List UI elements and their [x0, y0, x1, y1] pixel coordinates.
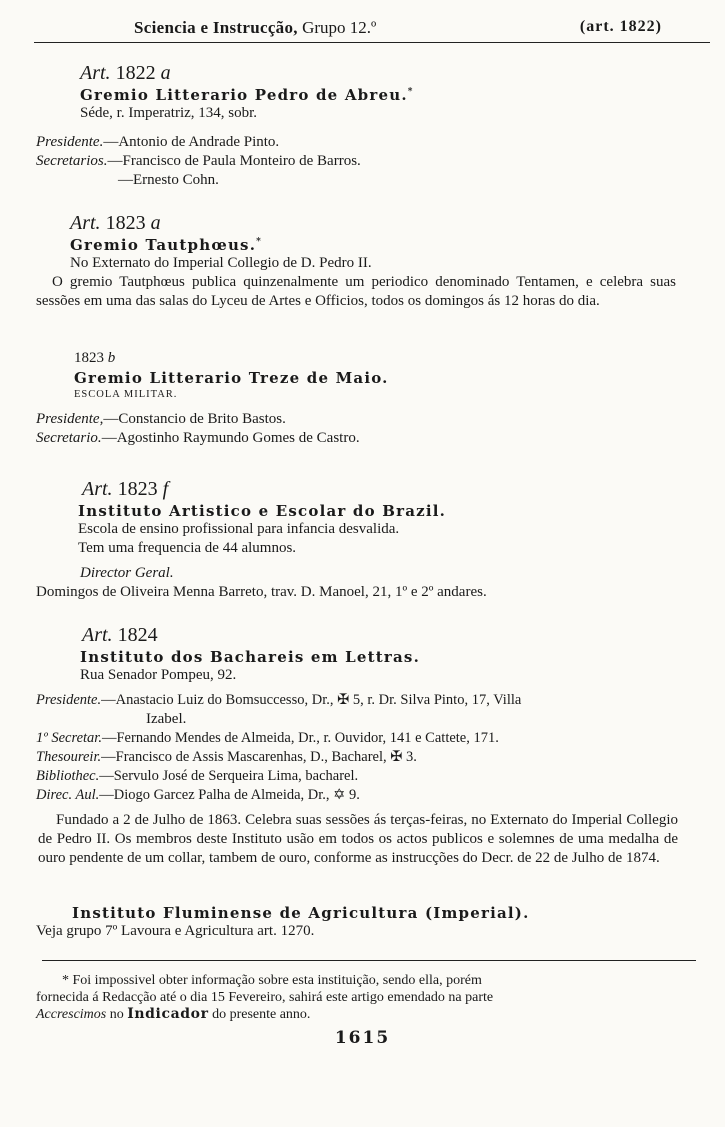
footnote-line: * Foi impossivel obter informação sobre esta instituição, sendo ella, porém [62, 973, 482, 988]
entry-paragraph: O gremio Tautphœus publica quinzenalmente um periodico denominado Tentamen, e celebra suas sessões em uma das salas do Lyceu de Artes e Officios, todos os domingos ás 12 horas do dia. [36, 274, 676, 309]
art-label: Art. [82, 624, 113, 646]
officer-row: Presidente.—Antonio de Andrade Pinto. [36, 134, 280, 150]
art-suffix: a [150, 212, 161, 234]
art-suffix: a [160, 62, 171, 84]
entry-address: Séde, r. Imperatriz, 134, sobr. [80, 105, 258, 121]
director-name: Domingos de Oliveira Menna Barreto, trav. D. Manoel, 21, 1º e 2º andares. [36, 584, 487, 600]
header-article: (art. 1822) [579, 18, 662, 35]
entry-line: Escola de ensino profissional para infancia desvalida. [78, 521, 400, 537]
entry-name: Gremio Litterario Treze de Maio. [74, 369, 389, 387]
officer-row: —Ernesto Cohn. [118, 172, 219, 188]
officer-row: 1º Secretar.—Fernando Mendes de Almeida, Dr., r. Ouvidor, 141 e Cattete, 171. [36, 730, 499, 746]
asterisk-mark: * [256, 237, 263, 247]
entry-name: Gremio Tautphœus. [70, 236, 257, 254]
art-label: Art. [80, 62, 111, 84]
entry-subtitle: ESCOLA MILITAR. [74, 389, 178, 400]
header-group: Grupo 12.º [302, 18, 377, 37]
footnote-line: fornecida á Redacção até o dia 15 Fevereiro, sahirá este artigo emendado na parte [36, 990, 494, 1005]
entry-1824 [0, 624, 725, 868]
entry-line: Tem uma frequencia de 44 alumnos. [78, 540, 297, 556]
entry-address: No Externato do Imperial Collegio de D. Pedro II. [70, 255, 372, 271]
entry-1823a [0, 212, 725, 311]
art-suffix: f [162, 478, 169, 500]
art-number: 1823 [105, 212, 146, 234]
officer-row: Direc. Aul.—Diogo Garcez Palha de Almeida, Dr., ✡ 9. [36, 787, 360, 803]
entry-name: Instituto Fluminense de Agricultura (Imperial). [72, 904, 530, 922]
entry-1823b [0, 350, 725, 448]
officer-row: Bibliothec.—Servulo José de Serqueira Lima, bacharel. [36, 768, 359, 784]
officer-row: Izabel. [146, 711, 187, 727]
art-number: 1823 [74, 350, 104, 366]
art-number: 1822 [115, 62, 156, 84]
entry-name: Instituto Artistico e Escolar do Brazil. [78, 502, 447, 520]
art-number: 1824 [117, 624, 158, 646]
art-label: Art. [82, 478, 113, 500]
entry-paragraph: Fundado a 2 de Julho de 1863. Celebra suas sessões ás terças-feiras, no Externato do Imperial Collegio de Pedro II. Os membros deste Instituto usão em todos os actos publicos e solemnes de uma medalha de ouro pendente de um collar, tambem de ouro, conforme as instrucções do Decr. de 22 de Julho de 1874. [38, 812, 678, 866]
page-number: 1615 [334, 1028, 391, 1048]
header-title: Sciencia e Instrucção, [134, 18, 298, 37]
art-suffix: b [107, 350, 116, 366]
footnote-line: Accrescimos no Indicador do presente anno. [36, 1006, 311, 1022]
entry-address: Rua Senador Pompeu, 92. [80, 667, 237, 683]
entry-crossref: Veja grupo 7º Lavoura e Agricultura art. 1270. [36, 923, 315, 939]
art-number: 1823 [117, 478, 158, 500]
running-header [34, 16, 710, 43]
officer-row: Secretario.—Agostinho Raymundo Gomes de Castro. [36, 430, 360, 446]
entry-name: Instituto dos Bachareis em Lettras. [80, 648, 420, 666]
footnote-divider [42, 960, 696, 961]
officer-row: Presidente,—Constancio de Brito Bastos. [36, 411, 286, 427]
entry-1822a [0, 62, 725, 190]
director-role: Director Geral. [80, 565, 174, 581]
footnote [0, 972, 725, 1023]
entry-fluminense [0, 904, 725, 941]
art-label: Art. [70, 212, 101, 234]
officer-row: Thesoureir.—Francisco de Assis Mascarenhas, D., Bacharel, ✠ 3. [36, 749, 417, 765]
entry-name: Gremio Litterario Pedro de Abreu. [80, 86, 408, 104]
asterisk-mark: * [407, 87, 414, 97]
officer-row: Presidente.—Anastacio Luiz do Bomsuccesso, Dr., ✠ 5, r. Dr. Silva Pinto, 17, Villa [36, 692, 522, 708]
officer-row: Secretarios.—Francisco de Paula Monteiro de Barros. [36, 153, 361, 169]
entry-1823f [0, 478, 725, 602]
